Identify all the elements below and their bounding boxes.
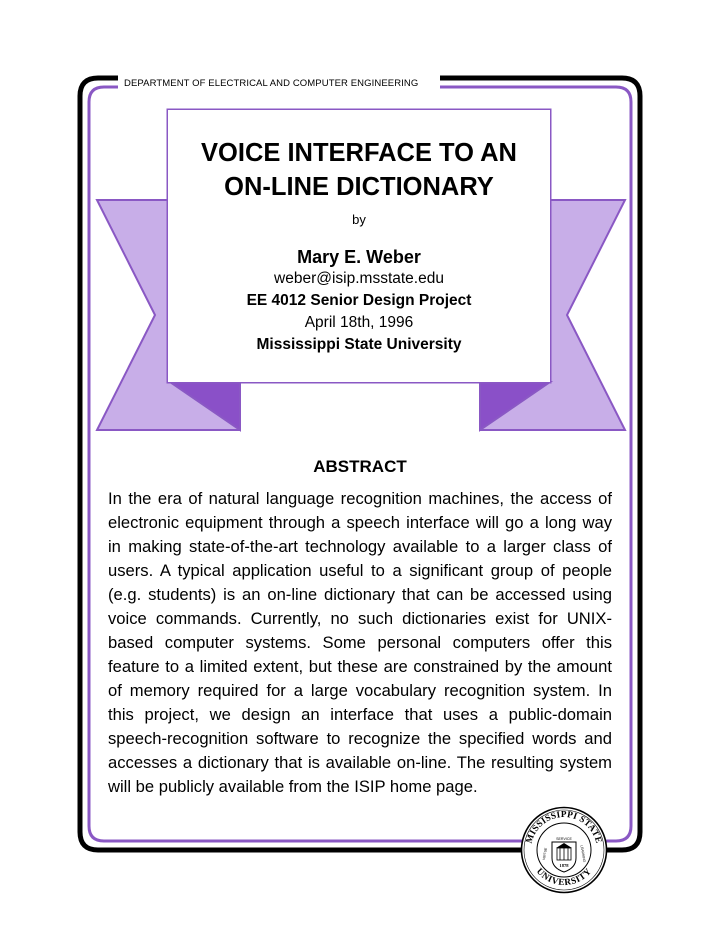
title-line-1: VOICE INTERFACE TO AN: [201, 139, 517, 167]
abstract-heading: ABSTRACT: [313, 457, 407, 476]
title-card: [168, 110, 550, 382]
author-email: weber@isip.msstate.edu: [274, 270, 444, 287]
seal-bottom-text: UNIVERSITY: [534, 865, 594, 888]
title-line-2: ON-LINE DICTIONARY: [224, 173, 494, 201]
seal-left-text: VIRTUE: [541, 847, 549, 861]
abstract-body: In the era of natural language recognition machines, the access of electronic equipment through a speech interface will go a long way in making state-of-the-art technology available to a larger class of users. A typical application useful to a significant group of people (e.g. students) is an on-line dictionary that can be accessed using voice commands. Currently, no such dictionaries exist for UNIX-based computer systems. Some personal computers offer this feature to a limited extent, but these are constrained by the amount of memory required for a large vocabulary recognition system. In this project, we design an interface that uses a public-domain speech-recognition software to recognize the specified words and accesses a dictionary that is available on-line. The resulting system will be publicly available from the ISIP home page.: [108, 489, 612, 796]
department-header: DEPARTMENT OF ELECTRICAL AND COMPUTER ENGINEERING: [124, 78, 419, 89]
date: April 18th, 1996: [304, 314, 414, 331]
seal-right-text: LEARNING: [579, 844, 587, 863]
author-name: Mary E. Weber: [297, 247, 421, 267]
seal-top-text: MISSISSIPPI STATE: [523, 808, 605, 845]
university-seal: [520, 806, 608, 894]
seal-year: 1878: [559, 863, 569, 868]
university-name: Mississippi State University: [256, 336, 462, 353]
document-title: [168, 136, 550, 204]
by-label: by: [352, 212, 366, 227]
course-name: EE 4012 Senior Design Project: [246, 292, 472, 309]
seal-center-text: SERVICE: [556, 837, 572, 841]
